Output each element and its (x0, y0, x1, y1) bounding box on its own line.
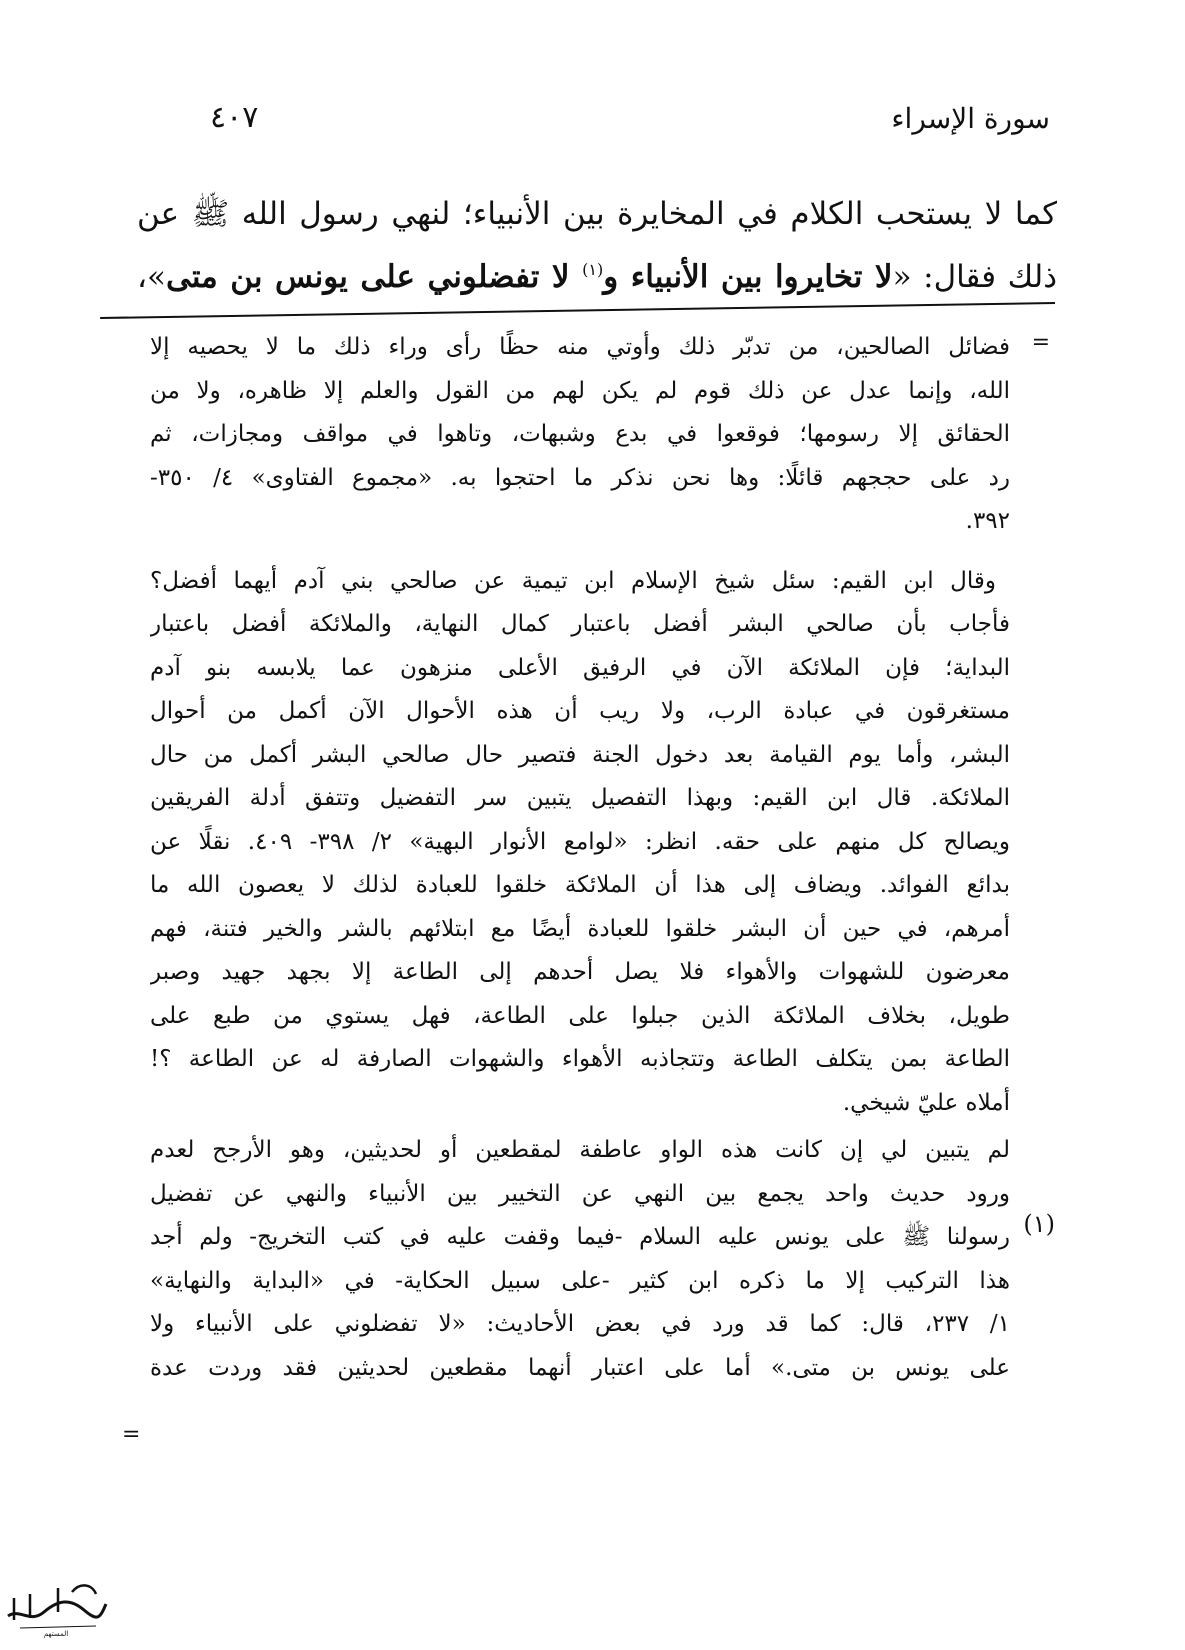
footnote-line: وقال ابن القيم: سئل شيخ الإسلام ابن تيمية عن صالحي بني آدم أيهما أفضل؟ (150, 567, 996, 594)
footnote-line: طويل، بخلاف الملائكة الذين جبلوا على الطاعة، فهل يستوي من طبع على (150, 1002, 1010, 1029)
footnote-line: الملائكة. قال ابن القيم: وبهذا التفصيل يتبين سر التفضيل وتتفق أدلة الفريقين (150, 785, 1010, 811)
footnote-line: ويصالح كل منهم على حقه. انظر: «لوامع الأنوار البهية» ٢/ ٣٩٨- ٤٠٩. نقلًا عن (150, 828, 1010, 855)
continues-marker: = (122, 1422, 141, 1447)
footnote-line: البداية؛ فإن الملائكة الآن في الرفيق الأعلى منزهون عما يلابسه بنو آدم (150, 654, 1010, 681)
footnote-1-marker: (١) (1023, 1210, 1055, 1238)
footnote-line: ورود حديث واحد يجمع بين النهي عن التخيير بين الأنبياء والنهي عن تفضيل (150, 1180, 1010, 1207)
footnote-line: أمرهم، في حين أن البشر خلقوا للعبادة أيضًا مع ابتلائهم بالشر والخير فتنة، فهم (150, 915, 1010, 942)
footnotes (150, 326, 1010, 1394)
footnote-line: أملاه عليّ شيخي. (842, 1089, 1010, 1116)
main-text (137, 186, 1057, 305)
footnote-line: الطاعة بمن يتكلف الطاعة وتتجاذبه الأهواء والشهوات الصارفة له عن الطاعة ؟! (150, 1046, 1010, 1072)
footnote-line: على يونس بن متى.» أما على اعتبار أنهما مقطعين لحديثين فقد وردت عدة (150, 1354, 1010, 1381)
footnote-line: معرضون للشهوات والأهواء فلا يصل أحدهم إلى الطاعة إلا بجهد جهيد وصبر (150, 959, 1010, 985)
footnote-line: فضائل الصالحين، من تدبّر ذلك وأوتي منه حظًا رأى وراء ذلك ما لا يحصيه إلا (150, 334, 1010, 360)
main-line: كما لا يستحب الكلام في المخايرة بين الأنبياء؛ لنهي رسول الله ﷺ عن (137, 196, 1057, 232)
footnote-line: ٣٩٢. (965, 508, 1010, 534)
footnote-continuation (150, 326, 1010, 544)
main-line-hadith (137, 242, 1057, 305)
footnote-line: بدائع الفوائد. ويضاف إلى هذا أن الملائكة خلقوا للعبادة لذلك لا يعصون الله ما (150, 872, 1010, 898)
page-header (120, 96, 1050, 146)
hadith-part-b: لا تفضلوني على يونس بن متى (165, 259, 583, 295)
footnote-line: لم يتبين لي إن كانت هذه الواو عاطفة لمقطعين أو لحديثين، وهو الأرجح لعدم (150, 1137, 1010, 1163)
publisher-logo-text: المستهم (43, 1630, 69, 1638)
footnote-line: رد على حججهم قائلًا: وها نحن نذكر ما احتجوا به. «مجموع الفتاوى» ٤/ ٣٥٠- (150, 464, 1010, 491)
footnote-line: فأجاب بأن صالحي البشر أفضل باعتبار كمال النهاية، والملائكة أفضل باعتبار (150, 611, 1010, 637)
hadith-part-a: لا تخايروا بين الأنبياء و (603, 259, 893, 295)
page-number: ٤٠٧ (210, 100, 259, 135)
main-line-prefix: ذلك فقال: « (892, 259, 1057, 295)
footnote-line: رسولنا ﷺ على يونس عليه السلام -فيما وقفت عليه في كتب التخريج- ولم أجد (150, 1224, 1010, 1250)
footnote-line: الله، وإنما عدل عن ذلك قوم لم يكن لهم من القول والعلم إلا ظاهره، ولا من (150, 377, 1010, 404)
footnote-1 (150, 1129, 1010, 1390)
footnote-line: ١/ ٢٣٧، قال: كما قد ورد في بعض الأحاديث: «لا تفضلوني على الأنبياء ولا (150, 1311, 1010, 1337)
publisher-logo (0, 1568, 112, 1638)
footnote-ibn-qayyim (150, 560, 1010, 1126)
surah-title: سورة الإسراء (891, 102, 1050, 135)
footnote-line: هذا التركيب إلا ما ذكره ابن كثير -على سبيل الحكاية- في «البداية والنهاية» (150, 1267, 1010, 1294)
footnote-line: الحقائق إلا رسومها؛ فوقعوا في بدع وشبهات، وتاهوا في مواقف ومجازات، ثم (150, 421, 1010, 447)
footnote-line: مستغرقون في عبادة الرب، ولا ريب أن هذه الأحوال الآن أكمل من أحوال (150, 698, 1010, 724)
main-line-suffix: »، (137, 259, 166, 295)
footnote-line: البشر، وأما يوم القيامة بعد دخول الجنة فتصير حال صالحي البشر أكمل من حال (150, 741, 1010, 768)
continuation-marker: = (1031, 330, 1050, 355)
footnote-ref[interactable]: (١) (582, 260, 604, 279)
